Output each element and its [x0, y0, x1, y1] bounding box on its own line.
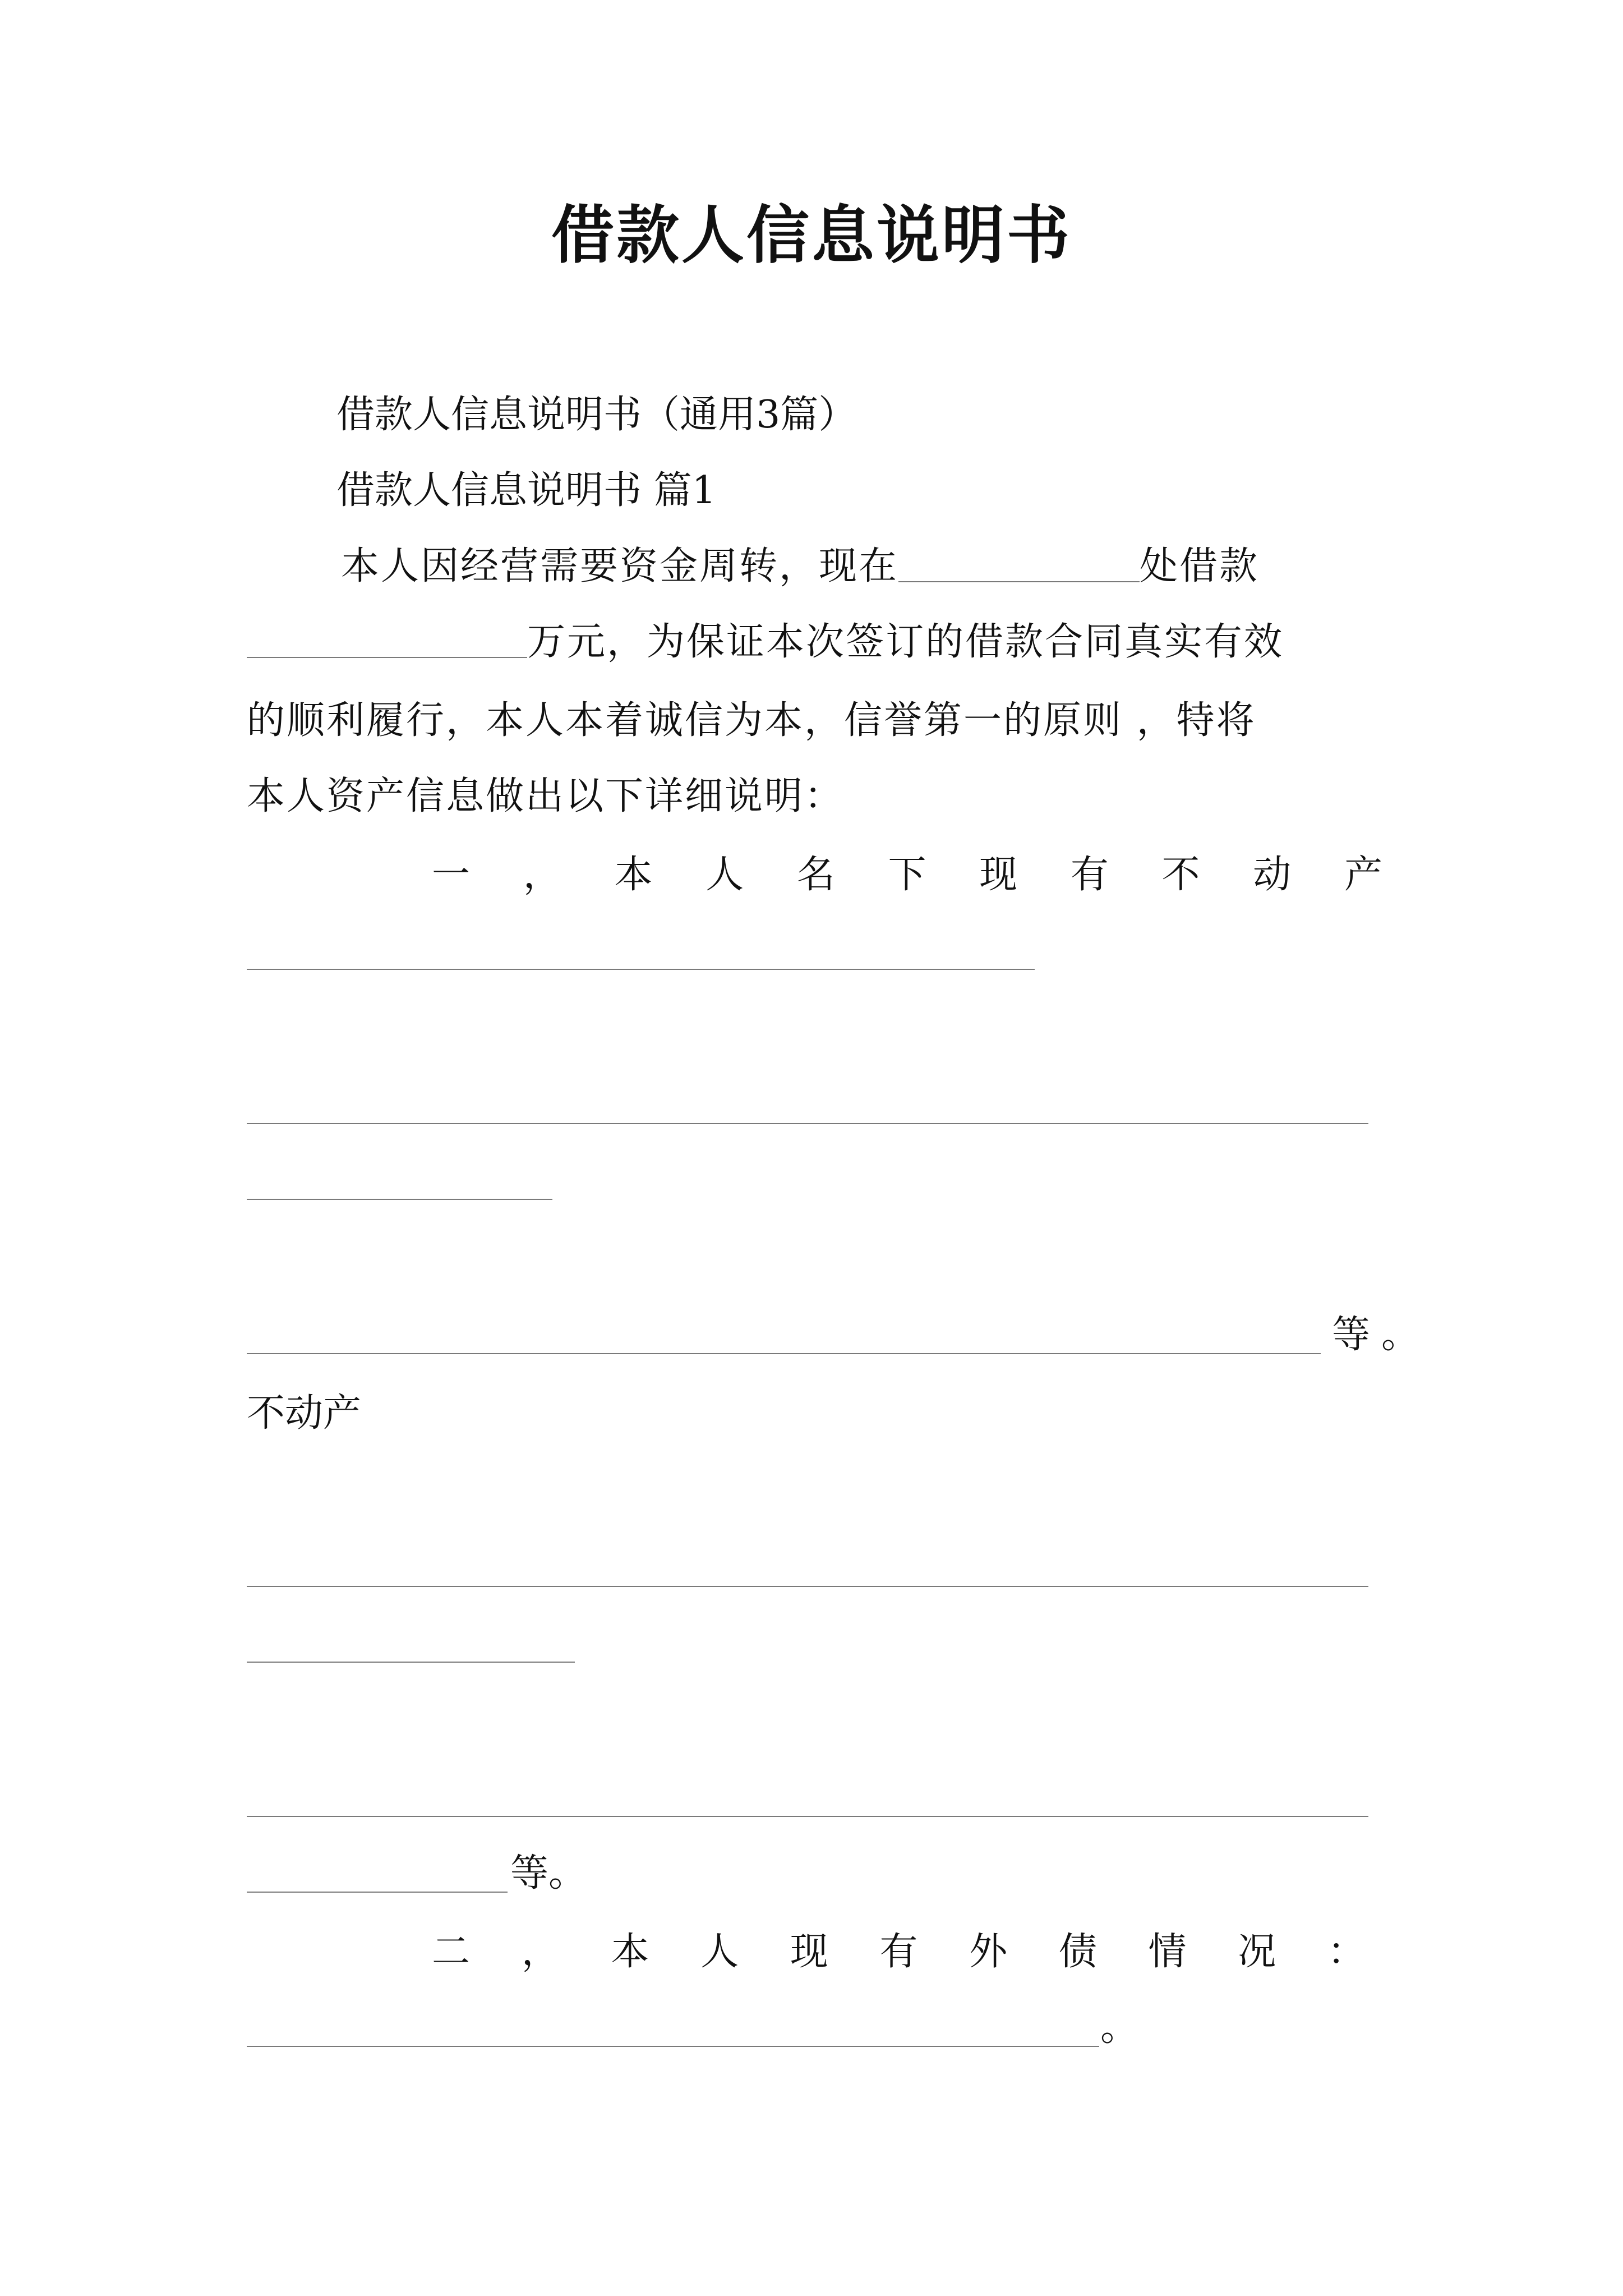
blank-property-6[interactable]	[247, 1662, 575, 1663]
document-subtitle: 借款人信息说明书（通用3篇）	[336, 393, 857, 437]
item1-char: 现	[979, 853, 1018, 897]
para1-line1	[341, 541, 1259, 592]
blank-property-7[interactable]	[247, 1816, 1368, 1817]
blank-lender[interactable]	[898, 581, 1140, 582]
blank-property-4[interactable]	[247, 1353, 1321, 1354]
blank-property-3[interactable]	[247, 1199, 552, 1200]
item2-char: 外	[969, 1930, 1008, 1974]
item1-char: 产	[1344, 853, 1382, 897]
item2-char: ，	[521, 1930, 560, 1974]
item1-char: 有	[1070, 853, 1109, 897]
item2-char: 人	[700, 1930, 739, 1974]
blank-property-5[interactable]	[247, 1586, 1368, 1587]
item1-heading	[432, 850, 1382, 900]
blank-property-8[interactable]	[247, 1892, 508, 1893]
item1-char: 动	[1253, 853, 1292, 897]
item1-char: 下	[888, 853, 926, 897]
item2-end: 。	[1100, 2005, 1139, 2050]
blank-debts[interactable]	[247, 2046, 1099, 2047]
document-title: 借款人信息说明书	[551, 199, 1072, 272]
item1-char: 一	[432, 853, 471, 897]
item2-char: 债	[1058, 1930, 1097, 1974]
item1-char: 不	[1161, 853, 1200, 897]
para1-line2	[247, 617, 1284, 668]
item1-char: 本	[614, 853, 653, 897]
blank-amount[interactable]	[247, 657, 527, 658]
para1-line1-text: 本人因经营需要资金周转，现在	[341, 544, 899, 588]
item1-label: 不动产	[247, 1391, 362, 1435]
item2-char: 情	[1148, 1930, 1187, 1974]
item1-char: ，	[523, 853, 561, 897]
item2-char: 本	[611, 1930, 649, 1974]
section-heading: 借款人信息说明书 篇1	[336, 468, 716, 513]
item1-suffix: 等。	[1332, 1313, 1431, 1357]
item2-char: 二	[432, 1930, 471, 1974]
item2-char: 现	[790, 1930, 828, 1974]
para1-line3: 的顺利履行，本人本着诚信为本，信誉第一的原则 ，特将	[247, 698, 1256, 743]
para1-line4: 本人资产信息做出以下详细说明：	[247, 774, 845, 818]
blank-property-1[interactable]	[247, 969, 1035, 970]
para1-line2-text: 万元，为保证本次签订的借款合同真实有效	[527, 620, 1284, 664]
item1-char: 人	[706, 853, 744, 897]
blank-property-2[interactable]	[247, 1123, 1368, 1124]
item2-char: ：	[1327, 1930, 1366, 1974]
item2-char: 况	[1238, 1930, 1276, 1974]
item1-end: 等。	[510, 1851, 587, 1895]
item2-char: 有	[879, 1930, 918, 1974]
item2-heading	[432, 1927, 1366, 1977]
item1-char: 名	[796, 853, 835, 897]
para1-line1-tail: 处借款	[1140, 544, 1260, 588]
